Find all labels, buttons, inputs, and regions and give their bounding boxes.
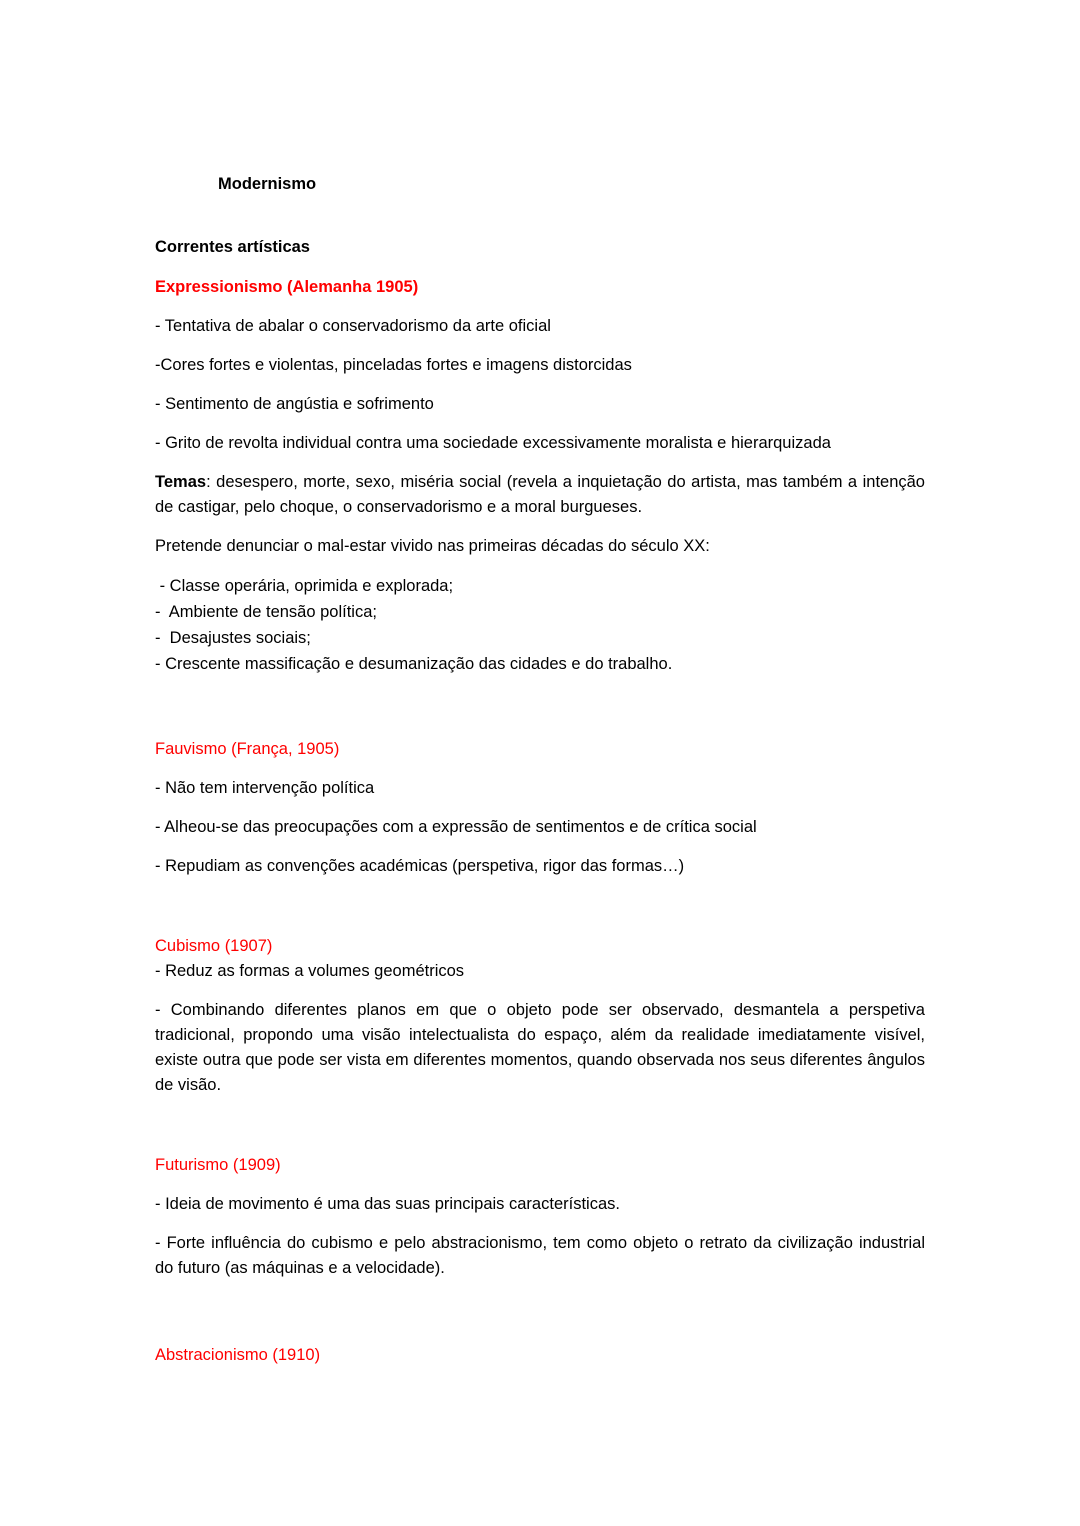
- cubismo-paragraph: - Combinando diferentes planos em que o objeto pode ser observado, desmantela a perspetiva tradicional, propondo uma visão intelectualista do espaço, além da realidade imediatamente visível, existe outra que pode ser vista em diferentes momentos, quando observada nos seus diferentes ângulos de visão.: [155, 1001, 925, 1094]
- heading-abstracionismo: Abstracionismo (1910): [155, 1346, 321, 1364]
- heading-expressionismo: Expressionismo (Alemanha 1905): [155, 278, 419, 296]
- temas-text: : desespero, morte, sexo, miséria social (revela a inquietação do artista, mas também a intenção de castigar, pelo choque, o conservadorismo e a moral burgueses.: [155, 473, 925, 516]
- fauvismo-point-1: - Não tem intervenção política: [155, 779, 375, 797]
- expressionismo-point-2: -Cores fortes e violentas, pinceladas fortes e imagens distorcidas: [155, 356, 632, 374]
- cubismo-point-1: - Reduz as formas a volumes geométricos: [155, 962, 465, 980]
- expressionismo-point-1: - Tentativa de abalar o conservadorismo da arte oficial: [155, 317, 551, 335]
- temas-label: Temas: [155, 473, 207, 491]
- expressionismo-pretende-line: Pretende denunciar o mal-estar vivido nas primeiras décadas do século XX:: [155, 537, 710, 555]
- document-title: Modernismo: [218, 175, 317, 193]
- list-item: - Desajustes sociais;: [155, 629, 311, 647]
- heading-futurismo: Futurismo (1909): [155, 1156, 281, 1174]
- heading-cubismo: Cubismo (1907): [155, 937, 273, 955]
- list-item: - Ambiente de tensão política;: [155, 603, 377, 621]
- list-item: - Crescente massificação e desumanização das cidades e do trabalho.: [155, 655, 673, 673]
- heading-fauvismo: Fauvismo (França, 1905): [155, 740, 340, 758]
- subtitle-correntes-artisticas: Correntes artísticas: [155, 238, 310, 256]
- fauvismo-point-2: - Alheou-se das preocupações com a expressão de sentimentos e de crítica social: [155, 818, 757, 836]
- expressionismo-point-4: - Grito de revolta individual contra uma sociedade excessivamente moralista e hierarquizada: [155, 434, 831, 452]
- expressionismo-temas-paragraph: [155, 470, 925, 520]
- expressionismo-point-3: - Sentimento de angústia e sofrimento: [155, 395, 434, 413]
- expressionismo-list: [155, 573, 925, 677]
- list-item: - Classe operária, oprimida e explorada;: [155, 577, 454, 595]
- futurismo-point-1: - Ideia de movimento é uma das suas principais características.: [155, 1195, 620, 1213]
- fauvismo-point-3: - Repudiam as convenções académicas (perspetiva, rigor das formas…): [155, 857, 685, 875]
- futurismo-point-2: - Forte influência do cubismo e pelo abstracionismo, tem como objeto o retrato da civilização industrial do futuro (as máquinas e a velocidade).: [155, 1234, 925, 1277]
